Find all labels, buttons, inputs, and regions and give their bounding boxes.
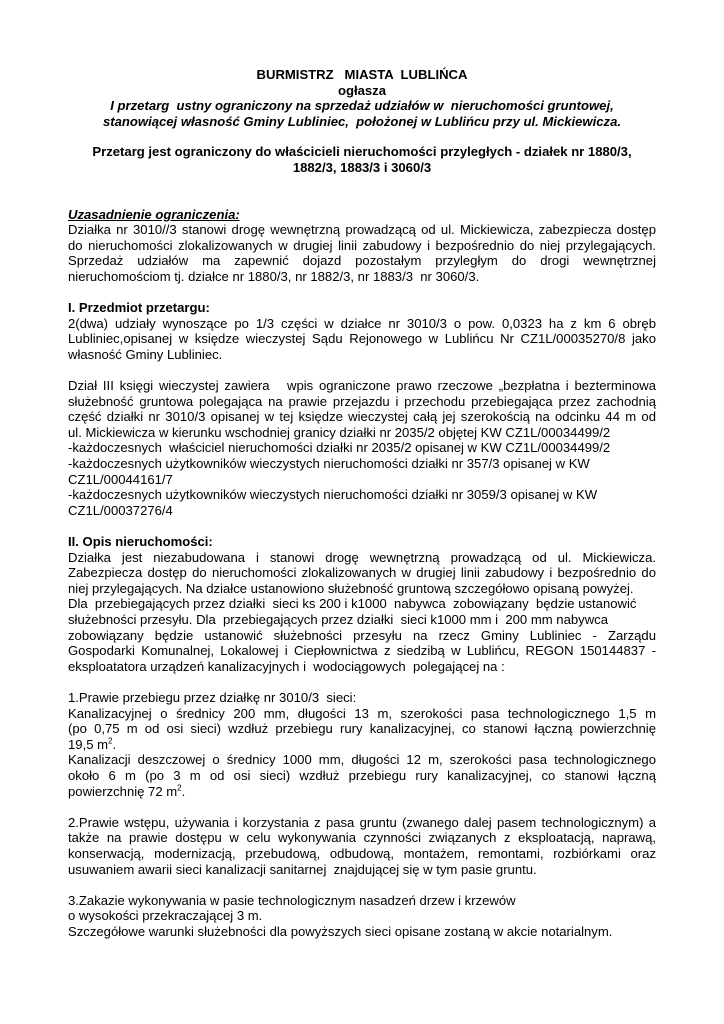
restriction-line-1: Przetarg jest ograniczony do właścicieli nieruchomości przyległych - działek nr 1880/3, [92,144,632,160]
description-line: służebności przesyłu. Dla przebiegających przez działki sieci k1000 mm i 200 mm nabywca [68,612,608,627]
planting-ban-line: 3.Zakazie wykonywania w pasie technologicznym nasadzeń drzew i krzewów [68,892,516,908]
sanitary-area-value: 19,5 m [68,736,109,752]
right-of-access-line: usuwaniem awarii sieci kanalizacji sanitarnej znajdującej się w tym pasie gruntu. [68,861,537,877]
tender-title-line-1: I przetarg ustny ograniczony na sprzedaż udziałów w nieruchomości gruntowej, [110,98,614,114]
sanitary-sewer-line: Kanalizacyjnej o średnicy 200 mm, długości 13 m, szerokości pasa technologicznego 1,5 m [68,705,656,721]
justification-line: Sprzedaż udziałów ma zapewnić dojazd pozostałym przyległym do drogi wewnętrznej [68,253,656,269]
sanitary-sewer-line: (po 0,75 m od osi sieci) wzdłuż przebiegu rury kanalizacyjnej, co stanowi łączną powierzchnię [68,721,656,737]
land-register-line: -każdoczesnych właściciel nieruchomości działki nr 2035/2 opisanej w KW CZ1L/00034499/2 [68,440,611,456]
storm-sewer-line: Kanalizacji deszczowej o średnicy 1000 mm, długości 12 m, szerokości pasa technologicznego [68,752,656,768]
right-of-passage-section [68,690,656,799]
storm-sewer-area [68,784,656,800]
description-section [68,534,656,674]
right-of-access-line: konserwacją, modernizacją, przebudową, odbudową, montażem, remontami, rozbiórkami oraz [68,845,656,861]
description-line: Dla przebiegających przez działki sieci ks 200 i k1000 nabywca zobowiązany będzie ustanowić [68,596,637,612]
document-page [68,67,656,939]
description-line: Działka jest niezabudowana i stanowi drogę wewnętrzną prowadzącą od ul. Mickiewicza. [68,549,656,565]
justification-line: nieruchomościom tj. działce nr 1880/3, nr 1882/3, nr 1883/3 nr 3060/3. [68,268,480,284]
storm-sewer-line: około 6 m (po 3 m od osi sieci) wzdłuż przebiegu rury kanalizacyjnej, co stanowi łączną [68,767,656,783]
land-register-line: CZ1L/00037276/4 [68,502,173,518]
land-register-line: Dział III księgi wieczystej zawiera wpis ograniczone prawo rzeczowe „bezpłatna i bezterminowa [68,378,656,394]
justification-heading: Uzasadnienie ograniczenia: [68,206,240,222]
storm-area-end: . [181,783,186,799]
land-register-line: służebność gruntowa polegająca na prawie przejazdu i przechodu przebiegająca przez zachodnią [68,393,656,409]
justification-line: do nieruchomości zlokalizowanych w drugiej linii zabudowy i bezpośrednio do niej przylegających. [68,237,656,253]
planting-ban-section [68,893,656,940]
right-of-passage-heading: 1.Prawie przebiegu przez działkę nr 3010/3 sieci: [68,689,357,705]
planting-ban-line: Szczegółowe warunki służebności dla powyższych sieci opisane zostaną w akcie notarialnym. [68,923,613,939]
area-unit-superscript: 2 [108,736,113,746]
right-of-access-line: także na prawie dostępu w celu wykonywania czynności związanych z eksploatacją, naprawą, [68,830,656,846]
justification-line: Działka nr 3010//3 stanowi drogę wewnętrzną prowadzącą od ul. Mickiewicza, zabezpiecza dostęp [68,222,656,238]
description-heading: II. Opis nieruchomości: [68,534,213,550]
description-line: Gospodarki Komunalnej, Lokalowej i Ciepłownictwa z siedzibą w Lublińcu, REGON 150144837 - [68,643,656,659]
land-register-line: ul. Mickiewicza w kierunku wschodniej granicy działki nr 2035/2 objętej KW CZ1L/00034499/2 [68,424,611,440]
restriction-line-2: 1882/3, 1883/3 i 3060/3 [292,159,432,175]
announces-label: ogłasza [337,82,387,98]
subject-heading: I. Przedmiot przetargu: [68,300,210,316]
land-register-line: część działki nr 3010/3 opisanej w tej księdze wieczystej całą jej szerokością na odcinku 44 m od [68,409,656,425]
subject-line: 2(dwa) udziały wynoszące po 1/3 części w działce nr 3010/3 o pow. 0,0323 ha z km 6 obręb [68,315,656,331]
area-unit-superscript: 2 [177,783,182,793]
description-line: eksploatatora urządzeń kanalizacyjnych i wodociągowych polegającej na : [68,658,505,674]
land-register-line: CZ1L/00044161/7 [68,471,173,487]
storm-area-value: powierzchnię 72 m [68,783,178,799]
right-of-access-section [68,815,656,877]
sanitary-area-end: . [112,736,117,752]
subject-line: własność Gminy Lubliniec. [68,346,223,362]
sanitary-sewer-area [68,737,656,753]
tender-title-line-2: stanowiącej własność Gminy Lubliniec, położonej w Lublińcu przy ul. Mickiewicza. [102,113,622,129]
subject-line: Lubliniec,opisanej w księdze wieczystej Sądu Rejonowego w Lublińcu Nr CZ1L/00035270/8 jako [68,331,656,347]
justification-section [68,207,656,285]
land-register-line: -każdoczesnych użytkowników wieczystych nieruchomości działki nr 357/3 opisanej w KW [68,456,590,472]
planting-ban-line: o wysokości przekraczającej 3 m. [68,908,263,924]
description-line: niej przylegających. Na działce ustanowiono służebność gruntową szczegółowo opisaną powyżej. [68,580,634,596]
description-line: zobowiązany będzie ustanowić służebności przesyłu na rzecz Gminy Lubliniec - Zarządu [68,627,656,643]
authority-title: BURMISTRZ MIASTA LUBLIŃCA [256,67,468,82]
description-line: Zabezpiecza dostęp do nieruchomości zlokalizowanych w drugiej linii zabudowy i bezpośrednio do [68,565,656,581]
right-of-access-line: 2.Prawie wstępu, używania i korzystania z pasa gruntu (zwanego dalej pasem technologicznym) a [68,814,656,830]
subject-section [68,300,656,518]
land-register-line: -każdoczesnych użytkowników wieczystych nieruchomości działki nr 3059/3 opisanej w KW [68,487,598,503]
